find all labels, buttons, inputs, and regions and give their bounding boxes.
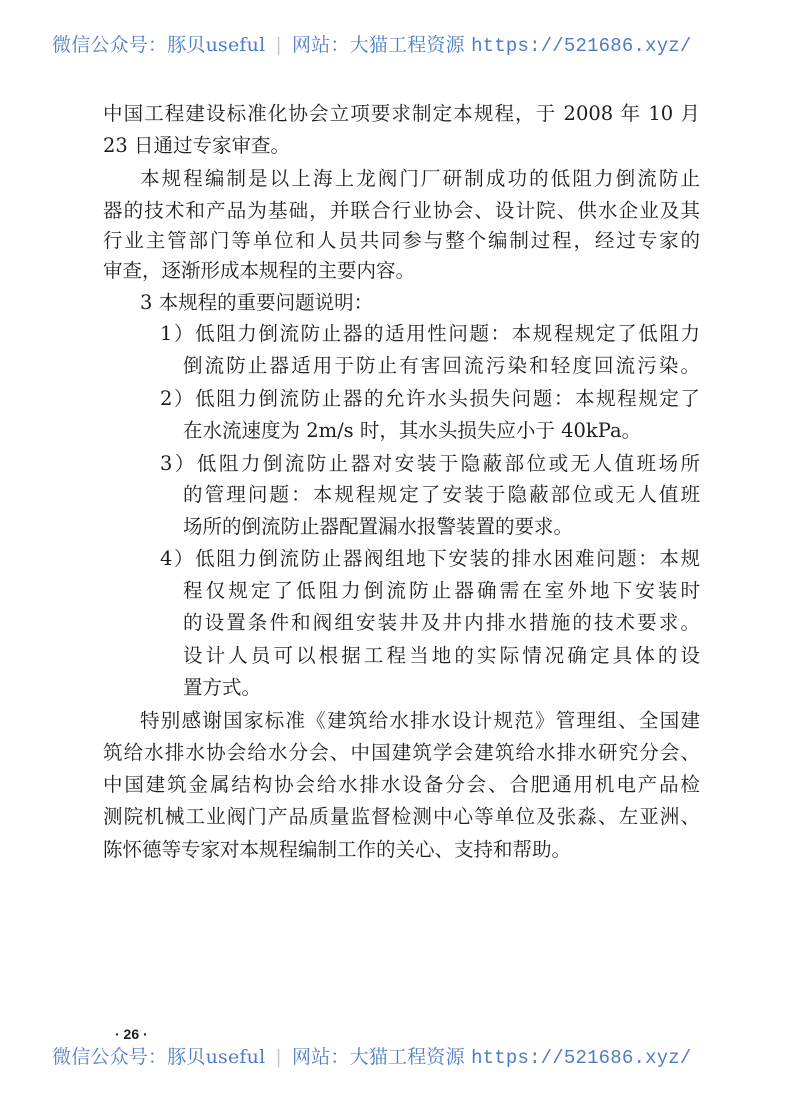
watermark-url[interactable]: https://521686.xyz/ [471,35,692,57]
text-line: 中国建筑金属结构协会给水排水设备分会、合肥通用机电产品检 [103,773,700,796]
text-line: 设计人员可以根据工程当地的实际情况确定具体的设 [183,644,700,667]
watermark-header [52,30,752,57]
text-line: 在水流速度为 2m/s 时，其水头损失应小于 40kPa。 [183,419,642,442]
watermark-separator: | [275,34,282,56]
text-line: 审查，逐渐形成本规程的主要内容。 [103,259,416,282]
text-line: 程仅规定了低阻力倒流防止器确需在室外地下安装时 [183,579,700,602]
text-line: 23 日通过专家审查。 [103,134,291,157]
page-number: · 26 · [115,1026,148,1042]
watermark-separator: | [275,1046,282,1068]
text-line: 1）低阻力倒流防止器的适用性问题：本规程规定了低阻力 [160,322,700,345]
text-line: 中国工程建设标准化协会立项要求制定本规程，于 2008 年 10 月 [103,102,700,125]
watermark-site: 网站：大猫工程资源 [292,1046,465,1068]
watermark-footer [52,1042,752,1069]
text-line: 行业主管部门等单位和人员共同参与整个编制过程，经过专家的 [103,229,700,252]
text-line: 场所的倒流防止器配置漏水报警装置的要求。 [183,515,574,538]
text-line: 3 本规程的重要问题说明： [140,291,374,314]
text-line: 的管理问题：本规程规定了安装于隐蔽部位或无人值班 [183,483,700,506]
text-line: 倒流防止器适用于防止有害回流污染和轻度回流污染。 [183,354,700,377]
watermark-site: 网站：大猫工程资源 [292,34,465,56]
watermark-url[interactable]: https://521686.xyz/ [471,1047,692,1069]
text-line: 的设置条件和阀组安装井及井内排水措施的技术要求。 [183,611,700,634]
text-line: 4）低阻力倒流防止器阀组地下安装的排水困难问题：本规 [160,547,700,570]
text-line: 置方式。 [183,676,262,699]
text-line: 器的技术和产品为基础，并联合行业协会、设计院、供水企业及其 [103,199,700,222]
text-line: 测院机械工业阀门产品质量监督检测中心等单位及张淼、左亚洲、 [103,805,700,828]
watermark-label: 微信公众号：豚贝useful [52,1046,266,1068]
text-line: 3）低阻力倒流防止器对安装于隐蔽部位或无人值班场所 [160,452,700,475]
text-line: 陈怀德等专家对本规程编制工作的关心、支持和帮助。 [103,838,572,861]
text-line: 特别感谢国家标准《建筑给水排水设计规范》管理组、全国建 [140,709,700,732]
text-line: 筑给水排水协会给水分会、中国建筑学会建筑给水排水研究分会、 [103,741,700,764]
text-line: 2）低阻力倒流防止器的允许水头损失问题：本规程规定了 [160,387,700,410]
text-line: 本规程编制是以上海上龙阀门厂研制成功的低阻力倒流防止 [140,167,700,190]
watermark-label: 微信公众号：豚贝useful [52,34,266,56]
